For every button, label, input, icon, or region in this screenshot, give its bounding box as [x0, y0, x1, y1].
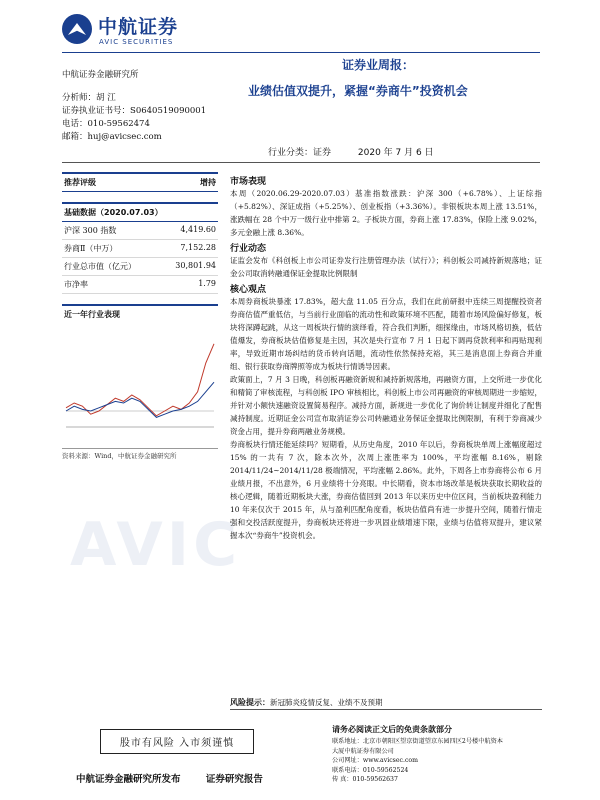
basic-data-title: 基础数据（2020.07.03） [62, 202, 218, 222]
basic-data-value: 30,801.94 [175, 261, 216, 270]
performance-chart [62, 325, 218, 445]
basic-data-row [62, 258, 218, 276]
risk-warning [230, 697, 383, 708]
core-paragraph: 本周券商板块暴涨 17.83%，超大盘 11.05 百分点，我们在此前研报中连续三周提醒投资者券商估值严重低估，与当前行业面临的流动性和政策环境不匹配，随着市场风险偏好修复，板块将深蹲起跳，从这一周板块行情的演绎看，符合我们判断，细探缘由，市场风格切换，低估值爆发，券商板块估值修复是主因，其次是央行宣布 7 月 1 日起下调再贷款利率和再贴现利率，导致近期市场纠结的货币转向话题，流动性依然保持充裕，其三是消息面上券商合并重组、银行获取券商牌照等成为板块行情诱导因素。 [230, 297, 542, 371]
contact-block [332, 724, 547, 785]
section-divider [62, 162, 540, 163]
market-heading: 市场表现 [230, 177, 267, 187]
basic-data-value: 7,152.28 [180, 243, 216, 252]
news-text: 证监会发布《科创板上市公司证券发行注册管理办法（试行）》；科创板公司减持新规落地；证金公司取消转融通保证金提取比例限制 [230, 256, 542, 278]
analyst-info [62, 92, 206, 144]
contact-line: 联系地址：北京市朝阳区望京街道望京东园四区2号楼中航资本 [332, 738, 503, 745]
basic-data-key: 券商Ⅱ（中万） [64, 244, 118, 253]
performance-chart-box [62, 304, 218, 460]
contact-line: 传 真：010-59562637 [332, 776, 398, 783]
logo-name: 中航证券 [98, 16, 179, 38]
core-paragraph: 政策面上，7 月 3 日晚，科创板再融资新规和减持新规落地，再融资方面，上交所进一步优化和精简了审核流程，与科创板 IPO 审核相比，科创板上市公司再融资的审核周期进一步缩短，并针对小额快速融资设置简易程序。减持方面，新规进一步优化了询价转让制度并细化了配售减持制度。近期证金公司宣布取消证券公司转融通业务保证金提取比例限制，有利于券商减少资金占用，提升券商两融业务规模。 [230, 375, 542, 436]
avic-watermark: AVIC [70, 510, 242, 580]
basic-data-key: 市净率 [64, 280, 88, 289]
main-content [230, 172, 542, 542]
report-kicker: 证券业周报： [342, 58, 415, 72]
header-divider [62, 52, 540, 53]
contact-line: 联系电话：010-59562524 [332, 766, 409, 774]
logo-english: AVIC SECURITIES [99, 38, 174, 46]
industry-classification: 行业分类：证券 [268, 148, 332, 158]
risk-label: 风险提示： [230, 698, 270, 707]
basic-data-row [62, 240, 218, 258]
risk-text: 新冠肺炎疫情反复、业绩不及预期 [270, 698, 383, 707]
report-headline: 业绩估值双提升，紧握“券商牛”投资机会 [248, 84, 468, 98]
company-logo [62, 12, 202, 52]
contact-line: 大厦中航证券有限公司 [332, 747, 394, 755]
rating-box [62, 172, 218, 192]
contact-title: 请务必阅读正文后的免责条款部分 [332, 725, 452, 734]
chart-source: 资料来源：Wind，中航证券金融研究所 [62, 448, 218, 460]
basic-data-value: 1.79 [198, 279, 216, 288]
market-text: 本周（2020.06.29-2020.07.03）基准指数涨跌：沪深 300（+6.78%）、上证综指（+5.82%）、深证成指（+5.25%）、创业板指（+3.36%）。非银板块本周上涨 13.51%，涨跌幅在 28 个中万一级行业中排第 2。子板块方面，券商上涨 17.83%，保险上涨 9.02%，多元金融上涨 8.36%。 [230, 189, 542, 237]
news-heading: 行业动态 [230, 244, 267, 254]
rating-label: 推荐评级 [64, 178, 96, 187]
analyst-phone: 电话：010-59562474 [62, 119, 150, 129]
chart-title: 近一年行业表现 [62, 304, 218, 323]
footer-report-type: 证券研究报告 [205, 774, 263, 785]
rating-value: 增持 [200, 178, 216, 187]
analyst-cert: 证券执业证书号：S0640519090001 [62, 106, 207, 116]
contact-line[interactable]: 公司网址：www.avicsec.com [332, 757, 419, 764]
sidebar [62, 172, 218, 460]
analyst-email: 邮箱：huj@avicsec.com [62, 132, 162, 142]
institute-name: 中航证券金融研究所 [62, 70, 139, 80]
core-heading: 核心观点 [230, 285, 267, 295]
avic-logo-icon [62, 14, 92, 44]
analyst-name: 分析师：胡 江 [62, 93, 116, 103]
basic-data-key: 行业总市值（亿元） [64, 262, 136, 271]
risk-disclaimer-box: 股市有风险 入市须谨慎 [100, 729, 254, 754]
industry-date-line [268, 145, 458, 158]
basic-data-row [62, 276, 218, 294]
core-paragraph: 券商板块行情还能延续吗？短期看，从历史角度，2010 年以后，券商板块单周上涨幅度超过 15% 的一共有 7 次，除本次外，次周上涨胜率为 100%，平均涨幅 8.16%，剔除 2014/11/24~2014/11/28 极端情况，平均涨幅 2.86%。此外，下周各上市券商将公布 6 月业绩月报，不出意外，6 月业绩将十分亮眼。中长期看，资本市场改革是板块获取长期收益的核心逻辑，随着近期板块大涨，券商估值回到 2013 年以来历史中位区间，当前板块盈利能力 10 年来仅次于 2015 年，从与盈利匹配角度看，板块估值尚有进一步提升空间，随着行情走强和交投活跃度提升，券商板块还将进一步巩固业绩增速下限，业绩与估值将双提升，建议紧握本次“券商牛”投资机会。 [230, 440, 542, 540]
basic-data-row [62, 222, 218, 240]
basic-data-value: 4,419.60 [180, 225, 216, 234]
report-date: 2020 年 7 月 6 日 [357, 148, 434, 158]
bottom-divider [230, 709, 542, 710]
footer-publisher: 中航证券金融研究所发布 [76, 774, 181, 785]
basic-data-key: 沪深 300 指数 [64, 226, 117, 235]
footer [76, 771, 285, 785]
